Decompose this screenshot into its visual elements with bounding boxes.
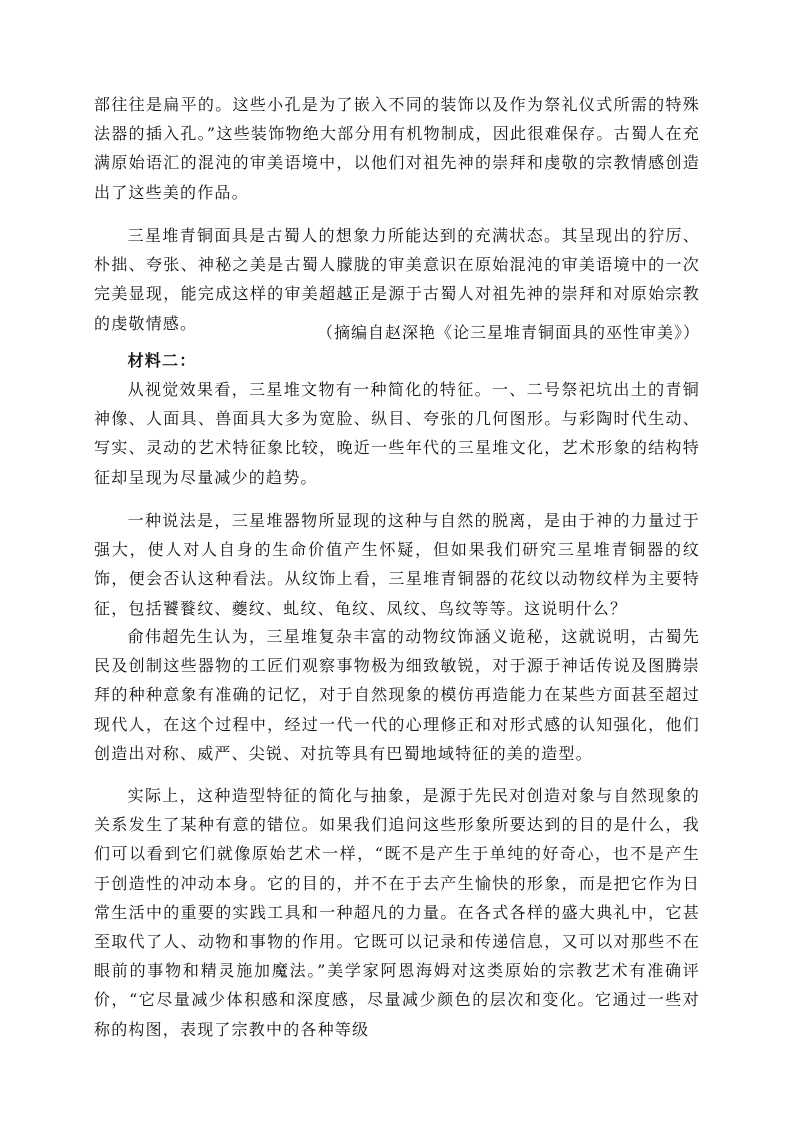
material-2-heading: 材料二： xyxy=(127,351,197,370)
paragraph-1: 部往往是扁平的。这些小孔是为了嵌入不同的装饰以及作为祭礼仪式所需的特殊法器的插入孔。”这些装饰物绝大部分用有机物制成，因此很难保存。古蜀人在充满原始语汇的混沌的审美语境中，以他们对祖先神的崇拜和虔敬的宗教情感创造出了这些美的作品。 xyxy=(94,95,700,202)
paragraph-2: 三星堆青铜面具是古蜀人的想象力所能达到的充满状态。其呈现出的狞厉、朴拙、夸张、神秘之美是古蜀人朦胧的审美意识在原始混沌的审美语境中的一次完美显现，能完成这样的审美超越正是源于古蜀人对祖先神的崇拜和对原始宗教的虔敬情感。 xyxy=(94,226,700,333)
paragraph-6: 实际上，这种造型特征的简化与抽象，是源于先民对创造对象与自然现象的关系发生了某种有意的错位。如果我们追问这些形象所要达到的目的是什么，我们可以看到它们就像原始艺术一样，“既不是产生于单纯的好奇心，也不是产生于创造性的冲动本身。它的目的，并不在于去产生愉快的形象，而是把它作为日常生活中的重要的实践工具和一种超凡的力量。在各式各样的盛大典礼中，它甚至取代了人、动物和事物的作用。它既可以记录和传递信息，又可以对那些不在眼前的事物和精灵施加魔法。”美学家阿恩海姆对这类原始的宗教艺术有准确评价，“它尽量减少体积感和深度感，尽量减少颜色的层次和变化。它通过一些对称的构图，表现了宗教中的各种等级 xyxy=(94,786,700,1039)
paragraph-5: 俞伟超先生认为，三星堆复杂丰富的动物纹饰涵义诡秘，这就说明，古蜀先民及创制这些器物的工匠们观察事物极为细致敏锐，对于源于神话传说及图腾崇拜的种种意象有准确的记忆，对于自然现象的模仿再造能力在某些方面甚至超过现代人，在这个过程中，经过一代一代的心理修正和对形式感的认知强化，他们创造出对称、威严、尖锐、对抗等具有巴蜀地域特征的美的造型。 xyxy=(94,627,700,763)
paragraph-3: 从视觉效果看，三星堆文物有一种简化的特征。一、二号祭祀坑出土的青铜神像、人面具、兽面具大多为宽脸、纵目、夸张的几何图形。与彩陶时代生动、写实、灵动的艺术特征象比较，晚近一些年代的三星堆文化，艺术形象的结构特征却呈现为尽量减少的趋势。 xyxy=(94,380,700,487)
source-note: （摘编自赵深艳《论三星堆青铜面具的巫性审美》） xyxy=(316,323,700,342)
paragraph-4: 一种说法是，三星堆器物所显现的这种与自然的脱离，是由于神的力量过于强大，使人对人自身的生命价值产生怀疑，但如果我们研究三星堆青铜器的纹饰，便会否认这种看法。从纹饰上看，三星堆青铜器的花纹以动物纹样为主要特征，包括饕餮纹、夔纹、虬纹、龟纹、凤纹、鸟纹等等。这说明什么？ xyxy=(94,511,700,618)
